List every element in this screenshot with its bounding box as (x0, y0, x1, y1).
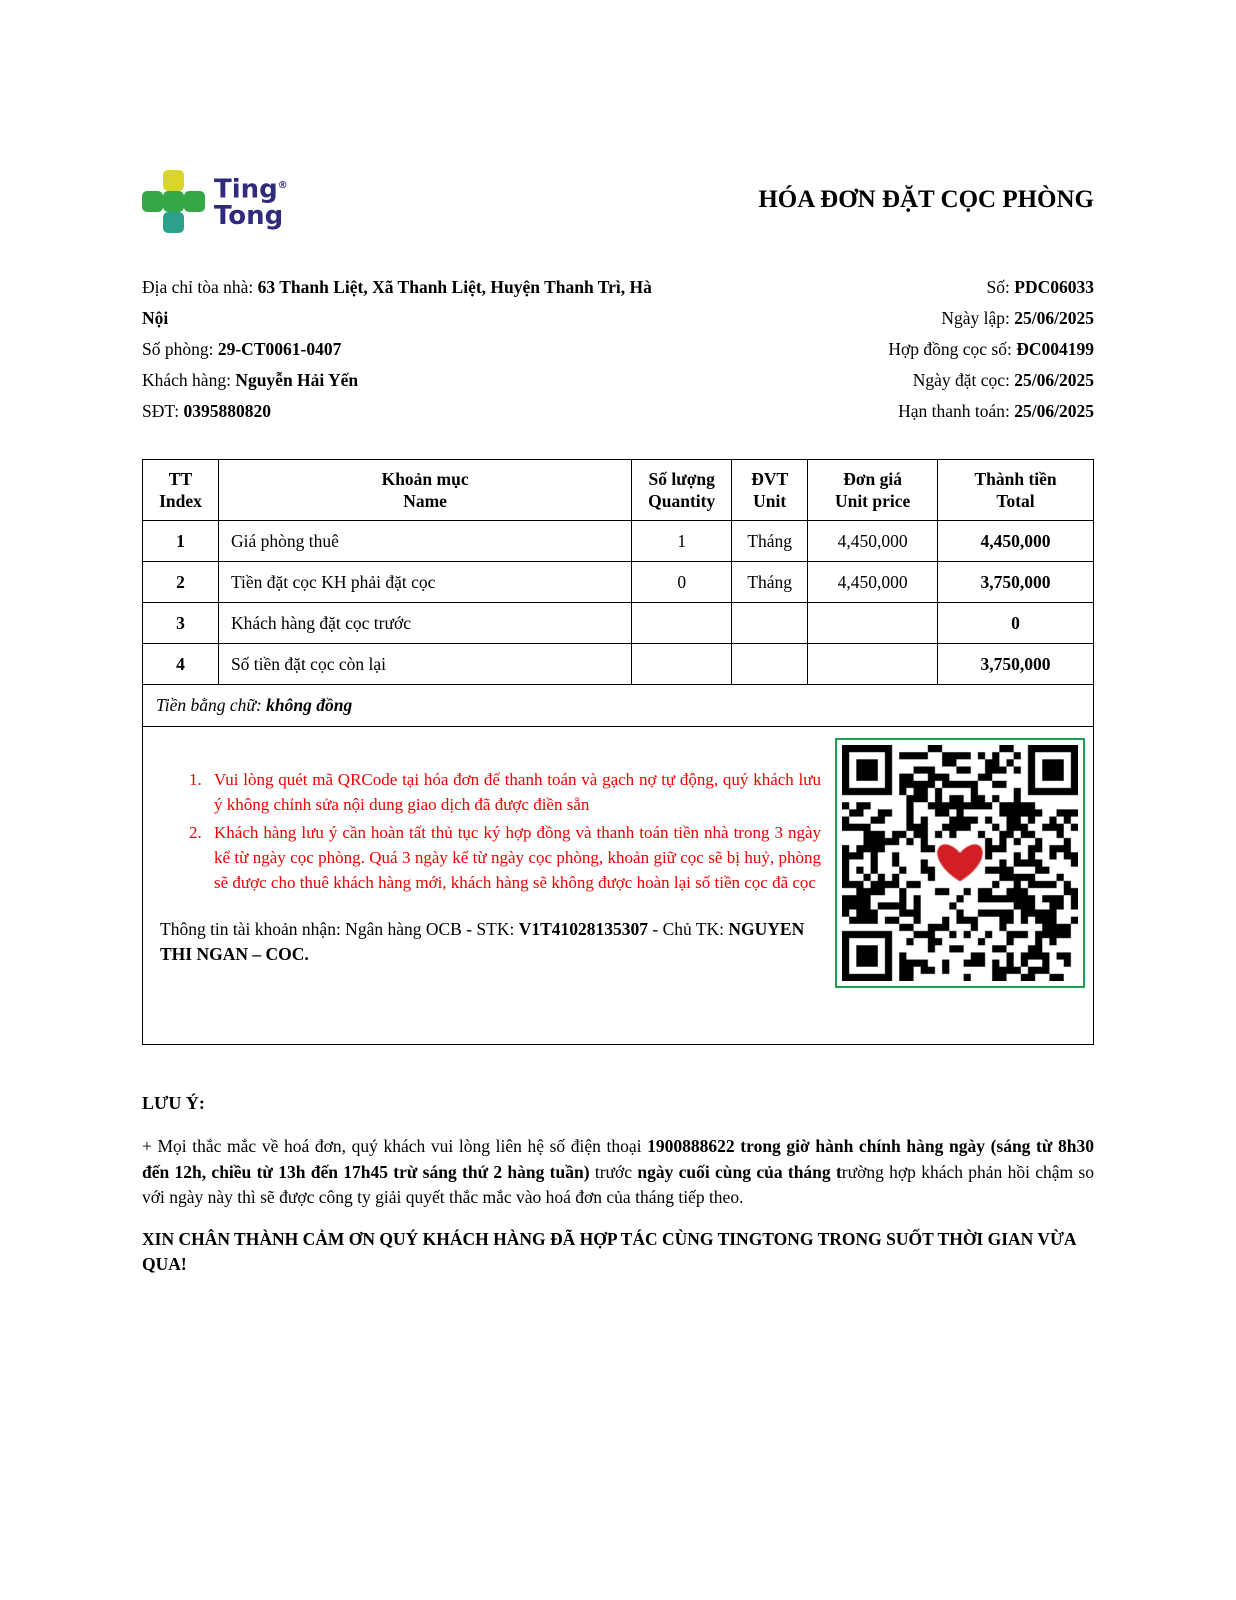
col-header-index: TT Index (143, 460, 219, 521)
cell-unit: Tháng (732, 562, 808, 603)
issue-date-value: 25/06/2025 (1014, 308, 1094, 328)
charges-table (142, 459, 1094, 685)
logo-wordmark (214, 173, 288, 229)
cell-total: 3,750,000 (938, 644, 1094, 685)
cell-quantity: 1 (632, 521, 732, 562)
logo-square-center (163, 191, 184, 212)
cell-total: 3,750,000 (938, 562, 1094, 603)
phone-label: SĐT: (142, 401, 184, 421)
cell-unit: Tháng (732, 521, 808, 562)
cell-name: Khách hàng đặt cọc trước (218, 603, 631, 644)
footer-notes (142, 1093, 1094, 1278)
tingtong-cross-icon (142, 170, 204, 232)
customer-name-line (142, 365, 654, 396)
bank-account-info (160, 917, 821, 967)
bank-account-mid: - Chủ TK: (648, 919, 729, 939)
room-number-value: 29-CT0061-0407 (217, 339, 342, 359)
deposit-date-line (888, 365, 1094, 396)
building-address-value: 63 Thanh Liệt, Xã Thanh Liệt, Huyện Thanh Trì, Hà Nội (142, 277, 652, 328)
header (142, 170, 1094, 232)
issue-date-label: Ngày lập: (941, 308, 1015, 328)
logo-word-ting: Ting (214, 174, 278, 205)
warning-item: 1. Vui lòng quét mã QRCode tại hóa đơn để thanh toán và gạch nợ tự động, quý khách lưu ý không chỉnh sửa nội dung giao dịch đã được điền sẵn (206, 767, 821, 817)
footer-note-title: LƯU Ý: (142, 1093, 205, 1113)
deposit-date-value: 25/06/2025 (1014, 370, 1094, 390)
room-number-line (142, 334, 654, 365)
logo-word-tong: Tong (214, 200, 284, 231)
payment-notes (143, 727, 829, 1044)
payment-notes-box (142, 727, 1094, 1045)
due-date-label: Hạn thanh toán: (898, 401, 1015, 421)
col-header-unit: ĐVT Unit (732, 460, 808, 521)
customer-name-value: Nguyễn Hải Yến (235, 370, 359, 390)
customer-info (142, 272, 654, 427)
cell-index: 2 (143, 562, 219, 603)
warning-item: 2. Khách hàng lưu ý cần hoàn tất thủ tục ký hợp đồng và thanh toán tiền nhà trong 3 ngày kể từ ngày cọc phòng. Quá 3 ngày kể từ ngày cọc phòng, khoản giữ cọc sẽ bị huỷ, phòng sẽ được cho thuê khách hàng mới, khách hàng sẽ không được hoàn lại số tiền cọc đã cọc (206, 820, 821, 895)
cell-unit-price (808, 644, 938, 685)
cell-unit (732, 644, 808, 685)
room-number-label: Số phòng: (142, 339, 218, 359)
cell-unit-price (808, 603, 938, 644)
footer-contact-paragraph (142, 1134, 1094, 1211)
table-header-row (143, 460, 1094, 521)
amount-in-words-label: Tiền bằng chữ: (156, 695, 267, 715)
contract-number-value: ĐC004199 (1016, 339, 1094, 359)
logo-square-right (184, 191, 205, 212)
issue-date-line (888, 303, 1094, 334)
footer-text-part: rường hợp khách phản hồi chậm so với ngày này thì sẽ được công ty giải quyết thắc mắc vào hoá đơn của tháng tiếp theo. (142, 1161, 1094, 1207)
cell-quantity (632, 603, 732, 644)
contract-number-label: Hợp đồng cọc số: (888, 339, 1017, 359)
building-address-label: Địa chỉ tòa nhà: (142, 277, 258, 297)
logo-square-left (142, 191, 163, 212)
cell-unit-price: 4,450,000 (808, 562, 938, 603)
page-title: HÓA ĐƠN ĐẶT CỌC PHÒNG (758, 186, 1094, 213)
col-header-name: Khoản mục Name (218, 460, 631, 521)
cell-unit (732, 603, 808, 644)
footer-text-part: + Mọi thắc mắc về hoá đơn, quý khách vui lòng liên hệ số điện thoại (142, 1136, 648, 1156)
table-row (143, 562, 1094, 603)
cell-quantity: 0 (632, 562, 732, 603)
logo-square-top (163, 170, 184, 191)
cell-index: 3 (143, 603, 219, 644)
table-row (143, 603, 1094, 644)
invoice-number-line (888, 272, 1094, 303)
tingtong-logo (142, 170, 288, 232)
col-header-quantity: Số lượng Quantity (632, 460, 732, 521)
qr-section (829, 727, 1093, 1044)
warning-list (160, 767, 821, 895)
footer-hotline: 1900888622 trong giờ hành chính hàng ngày (sáng từ 8h30 đến 12h, chiều từ 13h đến 17h45 trừ sáng thứ 2 hàng tuần) (142, 1136, 1094, 1182)
phone-value: 0395880820 (183, 401, 271, 421)
cell-quantity (632, 644, 732, 685)
cell-total: 4,450,000 (938, 521, 1094, 562)
payment-qr-code-icon (842, 745, 1078, 981)
payment-qr-frame (835, 738, 1085, 988)
thank-you-message: XIN CHÂN THÀNH CẢM ƠN QUÝ KHÁCH HÀNG ĐÃ HỢP TÁC CÙNG TINGTONG TRONG SUỐT THỜI GIAN VỪA QUA! (142, 1228, 1076, 1274)
table-row (143, 521, 1094, 562)
footer-text-part: trước (589, 1161, 638, 1182)
table-row (143, 644, 1094, 685)
invoice-page (142, 0, 1094, 1278)
invoice-number-value: PDC06033 (1014, 277, 1094, 297)
cell-name: Số tiền đặt cọc còn lại (218, 644, 631, 685)
registered-mark: ® (277, 180, 288, 192)
invoice-info (142, 272, 1094, 427)
amount-in-words-value: không đồng (266, 695, 353, 715)
cell-index: 4 (143, 644, 219, 685)
col-header-unit-price: Đơn giá Unit price (808, 460, 938, 521)
phone-line (142, 396, 654, 427)
customer-name-label: Khách hàng: (142, 370, 236, 390)
col-header-total: Thành tiền Total (938, 460, 1094, 521)
cell-name: Tiền đặt cọc KH phải đặt cọc (218, 562, 631, 603)
building-address-line (142, 272, 654, 334)
invoice-meta (888, 272, 1094, 427)
contract-number-line (888, 334, 1094, 365)
bank-account-number: V1T41028135307 (518, 919, 649, 939)
cell-total: 0 (938, 603, 1094, 644)
cell-index: 1 (143, 521, 219, 562)
cell-unit-price: 4,450,000 (808, 521, 938, 562)
bank-account-prefix: Thông tin tài khoản nhận: Ngân hàng OCB - STK: (160, 919, 519, 939)
footer-deadline: ngày cuối cùng của tháng t (637, 1161, 842, 1182)
cell-name: Giá phòng thuê (218, 521, 631, 562)
due-date-line (888, 396, 1094, 427)
bank-account-holder: NGUYEN THI NGAN – COC. (160, 919, 805, 964)
deposit-date-label: Ngày đặt cọc: (912, 370, 1015, 390)
amount-in-words (142, 685, 1094, 727)
invoice-number-label: Số: (986, 277, 1015, 297)
due-date-value: 25/06/2025 (1014, 401, 1094, 421)
logo-square-bottom (163, 212, 184, 233)
